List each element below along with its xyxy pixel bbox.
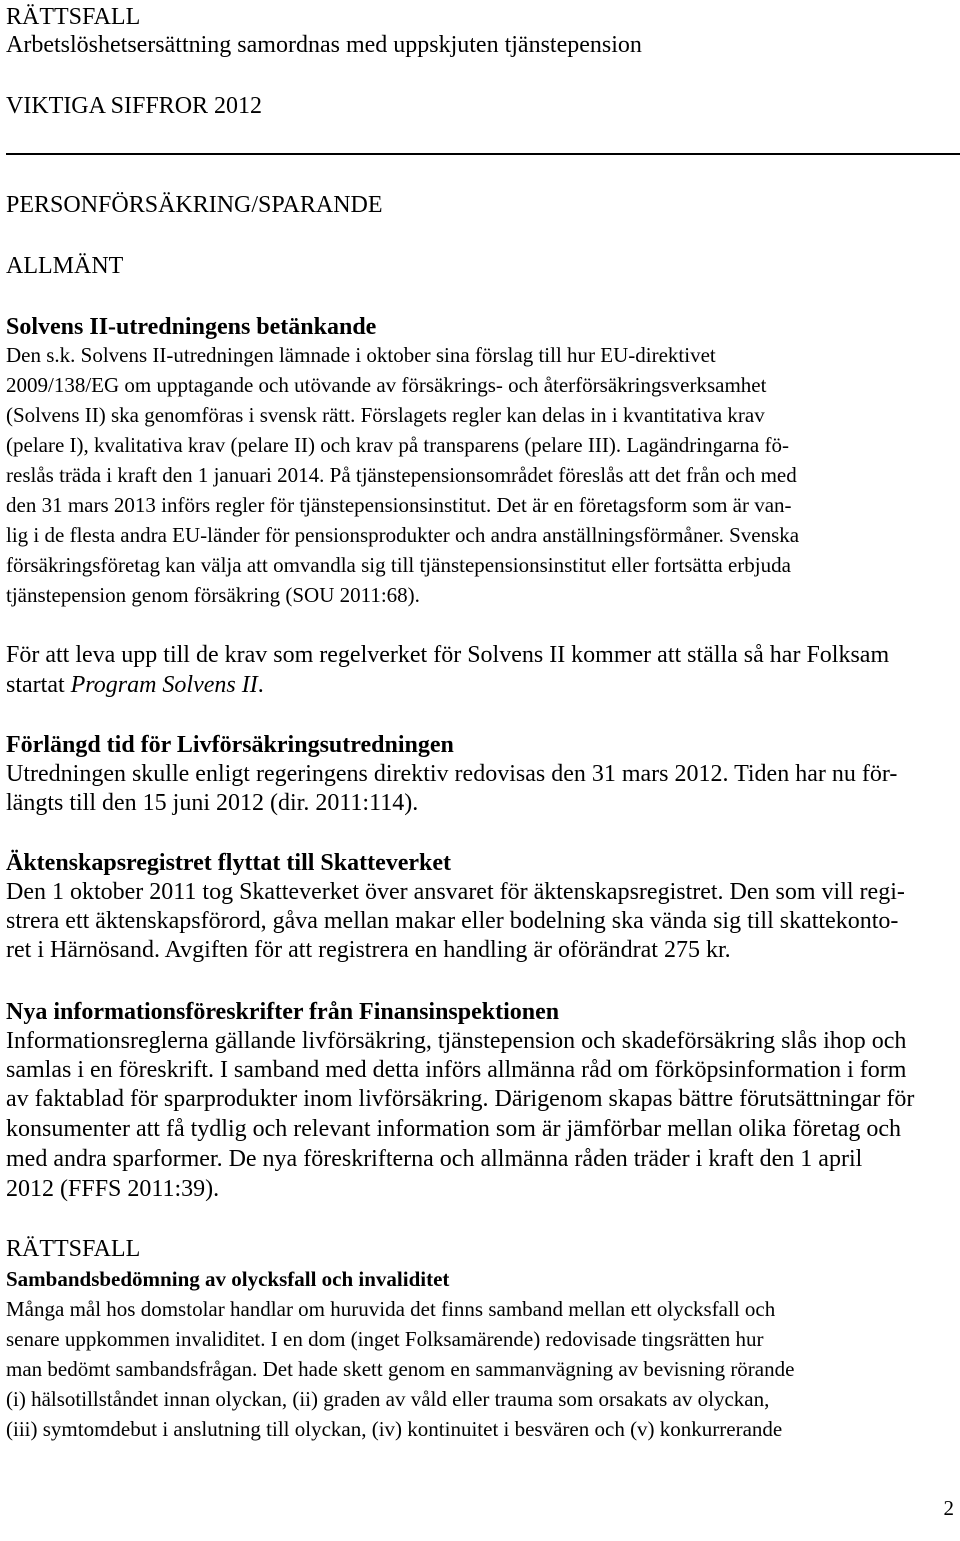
- case-subtitle: Arbetslöshetsersättning samordnas med uppskjuten tjänstepension: [6, 32, 642, 58]
- section-label-rattsfall: RÄTTSFALL: [6, 4, 141, 30]
- samband-line: (i) hälsotillståndet innan olyckan, (ii) graden av våld eller trauma som orsakats av olyckan,: [6, 1387, 770, 1411]
- aktenskap-heading: Äktenskapsregistret flyttat till Skatteverket: [6, 850, 452, 876]
- solvens-line: 2009/138/EG om upptagande och utövande av försäkrings- och återförsäkringsverksamhet: [6, 373, 767, 397]
- fi-line: av faktablad för sparprodukter inom livförsäkring. Därigenom skapas bättre förutsättningar för: [6, 1086, 915, 1112]
- livforsakring-line: längts till den 15 juni 2012 (dir. 2011:114).: [6, 790, 419, 816]
- fi-line: samlas i en föreskrift. I samband med detta införs allmänna råd om förköpsinformation i form: [6, 1057, 907, 1083]
- samband-line: man bedömt sambandsfrågan. Det hade skett genom en sammanvägning av bevisning rörande: [6, 1357, 795, 1381]
- solvens-line: lig i de flesta andra EU-länder för pensionsprodukter och andra anställningsförmåner. Svenska: [6, 523, 800, 547]
- fi-line: 2012 (FFFS 2011:39).: [6, 1176, 220, 1202]
- fi-heading: Nya informationsföreskrifter från Finansinspektionen: [6, 999, 560, 1025]
- samband-line: Många mål hos domstolar handlar om huruvida det finns samband mellan ett olycksfall och: [6, 1297, 776, 1321]
- viktiga-siffror-heading: VIKTIGA SIFFROR 2012: [6, 93, 263, 119]
- fi-line: Informationsreglerna gällande livförsäkring, tjänstepension och skadeförsäkring slås ihop och: [6, 1028, 907, 1054]
- program-line: [6, 671, 264, 699]
- solvens-line: försäkringsföretag kan välja att omvandla sig till tjänstepensionsinstitut eller fortsätta erbjuda: [6, 553, 791, 577]
- solvens-line: tjänstepension genom försäkring (SOU 2011:68).: [6, 583, 420, 607]
- program-suffix: .: [257, 672, 264, 698]
- solvens-line: reslås träda i kraft den 1 januari 2014. På tjänstepensionsområdet föreslås att det från och med: [6, 463, 797, 487]
- livforsakring-heading: Förlängd tid för Livförsäkringsutredningen: [6, 732, 454, 758]
- samband-line: senare uppkommen invaliditet. I en dom (inget Folksamärende) redovisade tingsrätten hur: [6, 1327, 764, 1351]
- solvens-line: Den s.k. Solvens II-utredningen lämnade i oktober sina förslag till hur EU-direktivet: [6, 343, 716, 367]
- program-name: Program Solvens II: [70, 672, 258, 698]
- fi-line: med andra sparformer. De nya föreskrifterna och allmänna råden träder i kraft den 1 april: [6, 1146, 863, 1172]
- horizontal-rule: [6, 153, 960, 155]
- aktenskap-line: strera ett äktenskapsförord, gåva mellan makar eller bodelning ska vända sig till skattekonto-: [6, 908, 899, 934]
- page-number: 2: [943, 1496, 954, 1520]
- solvens-line: (Solvens II) ska genomföras i svensk rätt. Förslagets regler kan delas in i kvantitativa krav: [6, 403, 765, 427]
- program-line: För att leva upp till de krav som regelverket för Solvens II kommer att ställa så har Folksam: [6, 642, 890, 668]
- fi-line: konsumenter att få tydlig och relevant information som är jämförbar mellan olika företag och: [6, 1116, 902, 1142]
- solvens-line: den 31 mars 2013 införs regler för tjänstepensionsinstitut. Det är en företagsform som är van-: [6, 493, 792, 517]
- program-prefix: startat: [6, 672, 71, 698]
- livforsakring-line: Utredningen skulle enligt regeringens direktiv redovisas den 31 mars 2012. Tiden har nu för-: [6, 761, 898, 787]
- solvens-heading: Solvens II-utredningens betänkande: [6, 314, 377, 340]
- samband-heading: Sambandsbedömning av olycksfall och invaliditet: [6, 1267, 450, 1291]
- section-label-rattsfall-2: RÄTTSFALL: [6, 1236, 141, 1262]
- samband-line: (iii) symtomdebut i anslutning till olyckan, (iv) kontinuitet i besvären och (v) konkurrerande: [6, 1417, 783, 1441]
- personforsakring-heading: PERSONFÖRSÄKRING/SPARANDE: [6, 192, 383, 218]
- aktenskap-line: Den 1 oktober 2011 tog Skatteverket över ansvaret för äktenskapsregistret. Den som vill regi-: [6, 879, 905, 905]
- solvens-line: (pelare I), kvalitativa krav (pelare II) och krav på transparens (pelare III). Lagändringarna fö-: [6, 433, 789, 457]
- aktenskap-line: ret i Härnösand. Avgiften för att registrera en handling är oförändrat 275 kr.: [6, 937, 731, 963]
- allmant-heading: ALLMÄNT: [6, 253, 124, 279]
